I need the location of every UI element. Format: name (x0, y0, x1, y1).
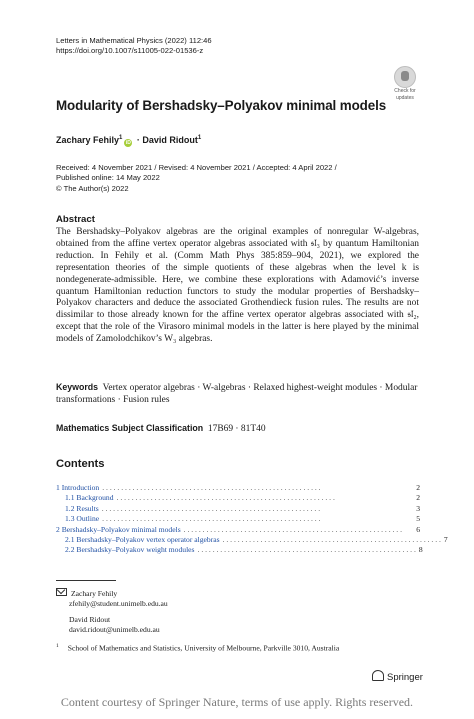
contact-block (56, 588, 168, 636)
contents-heading: Contents (56, 458, 105, 470)
toc-page: 8 (418, 545, 423, 555)
table-of-contents (56, 483, 448, 556)
article-title: Modularity of Bershadsky–Polyakov minimal models (56, 98, 387, 113)
author-list (56, 135, 201, 147)
contact-name: David Ridout (69, 614, 111, 624)
author-separator: · (136, 135, 140, 145)
doi-link[interactable]: https://doi.org/10.1007/s11005-022-01536-z (56, 46, 204, 55)
affiliation-number: 1 (56, 643, 59, 649)
publication-dates (56, 163, 337, 194)
toc-page: 2 (416, 493, 420, 503)
author-name[interactable]: David Ridout (142, 135, 198, 145)
springer-logo (372, 670, 423, 683)
toc-label[interactable]: 1.3 Outline (65, 514, 100, 524)
badge-line2: updates (396, 94, 414, 101)
keywords-text: Vertex operator algebras · W-algebras · Relaxed highest-weight modules · Modular transformations · Fusion rules (56, 383, 418, 405)
toc-leader: . . . . . . . . . . . . . . . . . . . . . . . . . . . . . . . . . . . . . . . . . . . . . . . . . . . . . . . . . . (102, 514, 321, 524)
affiliation-marker: 1 (197, 135, 202, 141)
toc-entry[interactable] (56, 525, 420, 535)
abstract-text: The Bershadsky–Polyakov algebras are the original examples of nonregular W-algebras, obtained from the affine vertex operator algebras associated with 𝔰𝔩₃ by quantum Hamiltonian reduction. In Fehily et al. (Comm Math Phys 385:859–904, 2021), we explored the representation theories of the simple quotients of these algebras when the level k is nondegenerate-admissible. Here, we combine these explorations with Adamović’s inverse quantum Hamiltonian reduction functors to study the modular properties of Bershadsky–Polyakov characters and deduce the associated Grothendieck fusion rules. The results are not dissimilar to those already known for the affine vertex operator algebras associated with 𝔰𝔩₂, except that the role of the Virasoro minimal models in the latter is here played by the minimal models of Zamolodchikov’s W₃ algebras. (56, 227, 419, 345)
journal-header (56, 36, 212, 56)
courtesy-footer: Content courtesy of Springer Nature, terms of use apply. Rights reserved. (60, 695, 414, 709)
affiliation-text: School of Mathematics and Statistics, University of Melbourne, Parkville 3010, Australia (67, 643, 340, 653)
toc-entry[interactable] (56, 483, 420, 493)
toc-label[interactable]: 1 Introduction (56, 483, 100, 492)
toc-label[interactable]: 1.2 Results (65, 503, 99, 513)
affiliation (56, 643, 339, 653)
badge-line1: Check for (394, 88, 416, 94)
published-date: Published online: 14 May 2022 (56, 173, 160, 183)
keywords-label: Keywords (56, 382, 99, 392)
msc-codes: 17B69 · 81T40 (207, 424, 266, 434)
check-for-updates-badge[interactable] (386, 66, 424, 102)
toc-entry[interactable] (56, 514, 420, 524)
contact-name: Zachary Fehily (71, 589, 118, 598)
toc-entry[interactable] (56, 545, 423, 555)
journal-citation: Letters in Mathematical Physics (2022) 112:46 (56, 36, 212, 45)
publisher-name: Springer (387, 672, 423, 683)
toc-page: 5 (416, 514, 420, 524)
footnote-rule (56, 580, 116, 581)
received-dates: Received: 4 November 2021 / Revised: 4 November 2021 / Accepted: 4 April 2022 / (56, 163, 337, 172)
contact-email[interactable]: david.ridout@unimelb.edu.au (69, 625, 160, 635)
msc-label: Mathematics Subject Classification (56, 423, 204, 433)
toc-leader: . . . . . . . . . . . . . . . . . . . . . . . . . . . . . . . . . . . . . . . . . . . . . . . . . . . . . . . . . . (102, 483, 321, 492)
toc-page: 2 (416, 483, 420, 492)
toc-leader: . . . . . . . . . . . . . . . . . . . . . . . . . . . . . . . . . . . . . . . . . . . . . . . . . . . . . . . . . . (101, 503, 321, 513)
horse-icon (372, 670, 384, 681)
toc-leader: . . . . . . . . . . . . . . . . . . . . . . . . . . . . . . . . . . . . . . . . . . . . . . . . . . . . . . . . . . (116, 493, 335, 503)
toc-page: 6 (416, 524, 420, 534)
toc-entry[interactable] (56, 534, 448, 545)
msc (56, 423, 266, 434)
orcid-icon[interactable]: iD (125, 140, 131, 146)
toc-page: 7 (443, 534, 448, 544)
keywords (56, 382, 419, 407)
copyright: © The Author(s) 2022 (56, 183, 129, 193)
bookmark-icon (394, 66, 416, 88)
toc-leader: . . . . . . . . . . . . . . . . . . . . . . . . . . . . . . . . . . . . . . . . . . . . . . . . . . . . . . . . . . (222, 534, 441, 544)
abstract-heading: Abstract (56, 214, 95, 225)
toc-label[interactable]: 1.1 Background (65, 493, 114, 503)
contact-email[interactable]: zfehily@student.unimelb.edu.au (69, 599, 168, 609)
toc-label[interactable]: 2 Bershadsky–Polyakov minimal models (56, 524, 181, 534)
toc-page: 3 (416, 503, 420, 513)
toc-label[interactable]: 2.2 Bershadsky–Polyakov weight modules (65, 545, 195, 555)
author-name[interactable]: Zachary Fehily (56, 135, 120, 145)
toc-label[interactable]: 2.1 Bershadsky–Polyakov vertex operator algebras (65, 534, 220, 544)
envelope-icon (56, 588, 67, 596)
toc-entry[interactable] (56, 504, 420, 514)
toc-entry[interactable] (56, 493, 420, 503)
toc-leader: . . . . . . . . . . . . . . . . . . . . . . . . . . . . . . . . . . . . . . . . . . . . . . . . . . . . . . . . . . (197, 545, 416, 555)
toc-leader: . . . . . . . . . . . . . . . . . . . . . . . . . . . . . . . . . . . . . . . . . . . . . . . . . . . . . . . . . . (183, 524, 402, 534)
affiliation-marker: 1 (119, 135, 123, 141)
